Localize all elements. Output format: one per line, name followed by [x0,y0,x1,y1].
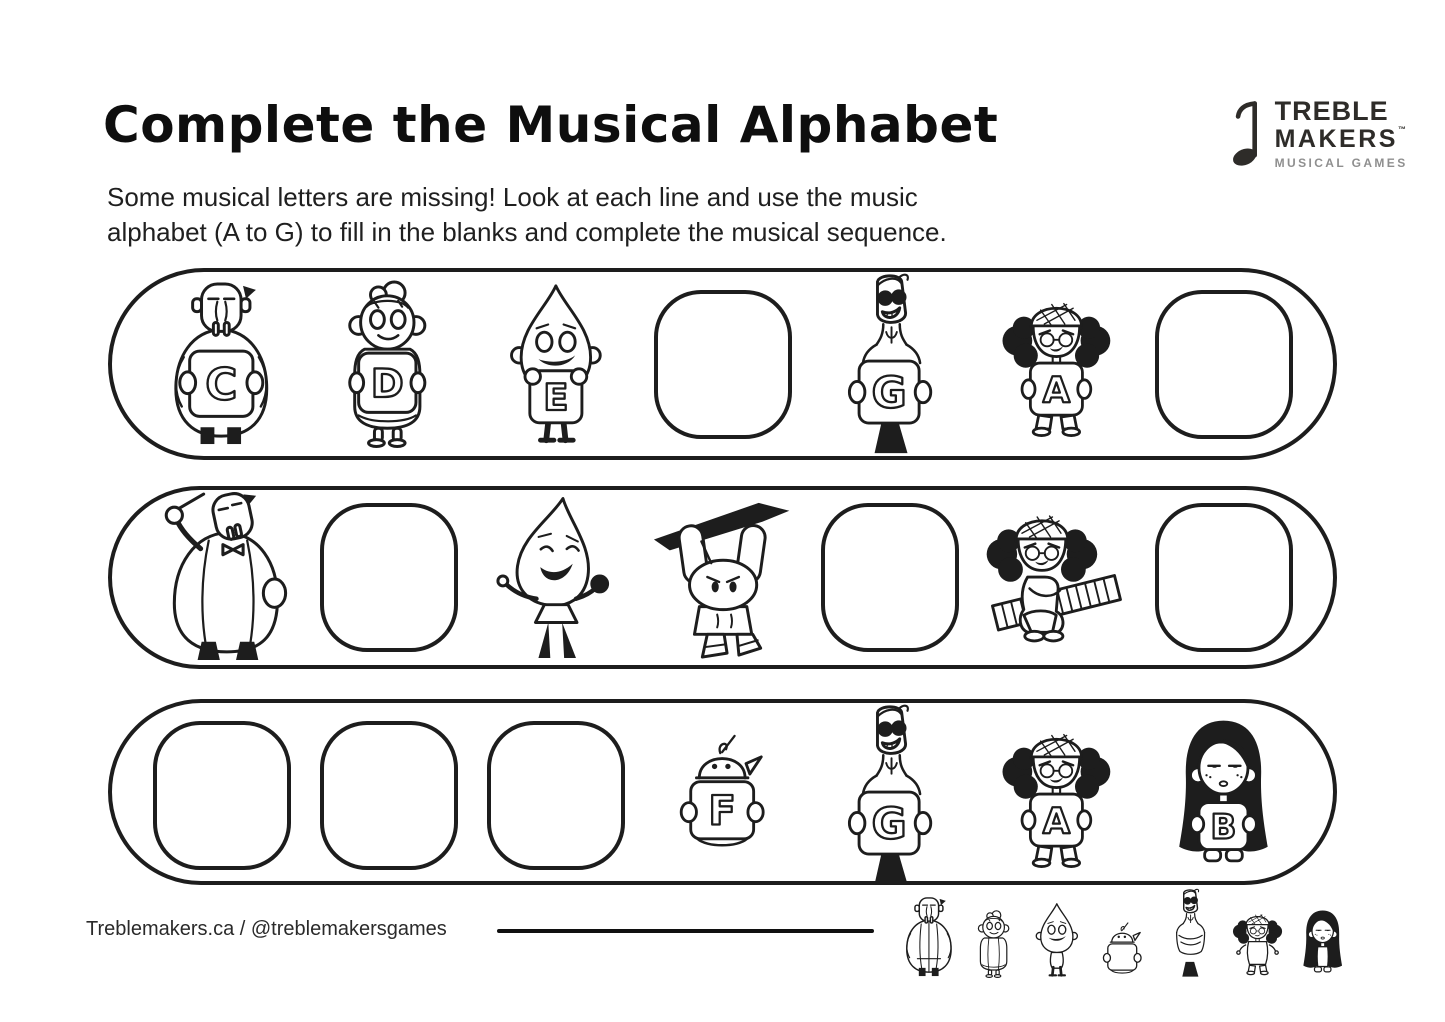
svg-text:G: G [872,368,907,419]
character-robot-f [665,734,779,856]
svg-text:G: G [872,799,907,850]
mini-character-walrus [900,896,958,978]
logo-tagline: MUSICAL GAMES [1274,155,1408,170]
logo-wordmark [1275,98,1408,170]
character-tall-sunglasses-g [831,272,947,456]
character-pianist-girl [980,497,1132,659]
character-lineup [900,884,1347,978]
cell [654,290,792,439]
answer-box[interactable] [320,503,458,652]
answer-box[interactable] [487,721,625,870]
instructions-line-2: alphabet (A to G) to fill in the blanks and complete the musical sequence. [107,217,947,247]
divider-line [497,929,874,933]
character-walrus-c [162,280,281,448]
character-headscarf-girl-a [996,285,1117,443]
answer-box[interactable] [1155,503,1293,652]
svg-text:A: A [1042,369,1071,411]
mini-character-teardrop [1030,902,1084,978]
mini-character-robot [1096,922,1149,978]
cell [320,721,458,870]
cell [1155,290,1293,439]
logo-trademark: ™ [1397,124,1406,134]
character-headscarf-girl-a [996,716,1117,874]
answer-box[interactable] [153,721,291,870]
mini-character-headscarf-girl [1230,906,1285,978]
character-tall-sunglasses-g [831,703,947,887]
cell [320,503,458,652]
character-teardrop-e [498,282,614,446]
page-title: Complete the Musical Alphabet [103,96,999,154]
svg-text:D: D [371,361,404,408]
cell [487,721,625,870]
logo-brand-bottom: MAKERS™ [1274,124,1406,153]
mini-character-tall-sunglasses [1161,888,1218,978]
answer-box[interactable] [821,503,959,652]
musical-sequence-row-2 [108,486,1337,669]
svg-text:B: B [1210,807,1237,847]
character-bun-girl-d [329,280,448,448]
musical-sequence-row-1 [108,268,1337,460]
character-robot-drummer [648,494,796,662]
mini-character-bun-girl [970,910,1018,978]
footer-credit: Treblemakers.ca / @treblemakersgames [86,918,447,940]
cell [1155,503,1293,652]
answer-box[interactable] [654,290,792,439]
instructions-line-1: Some musical letters are missing! Look at each line and use the music [107,182,918,212]
answer-box[interactable] [320,721,458,870]
cell [821,503,959,652]
svg-text:F: F [708,788,737,835]
svg-text:A: A [1042,800,1071,842]
instructions [107,180,947,250]
logo-brand-top: TREBLE [1274,96,1389,126]
character-teardrop-singer [491,494,619,662]
music-note-icon [1227,98,1268,170]
treblemakers-logo [1227,98,1408,170]
svg-text:E: E [542,375,569,419]
musical-sequence-row-3 [108,699,1337,885]
character-longhair-girl-b [1167,715,1280,875]
cell [153,721,291,870]
mini-character-longhair-girl [1298,908,1347,978]
answer-box[interactable] [1155,290,1293,439]
svg-text:C: C [205,360,238,411]
character-walrus-conductor [146,492,298,664]
